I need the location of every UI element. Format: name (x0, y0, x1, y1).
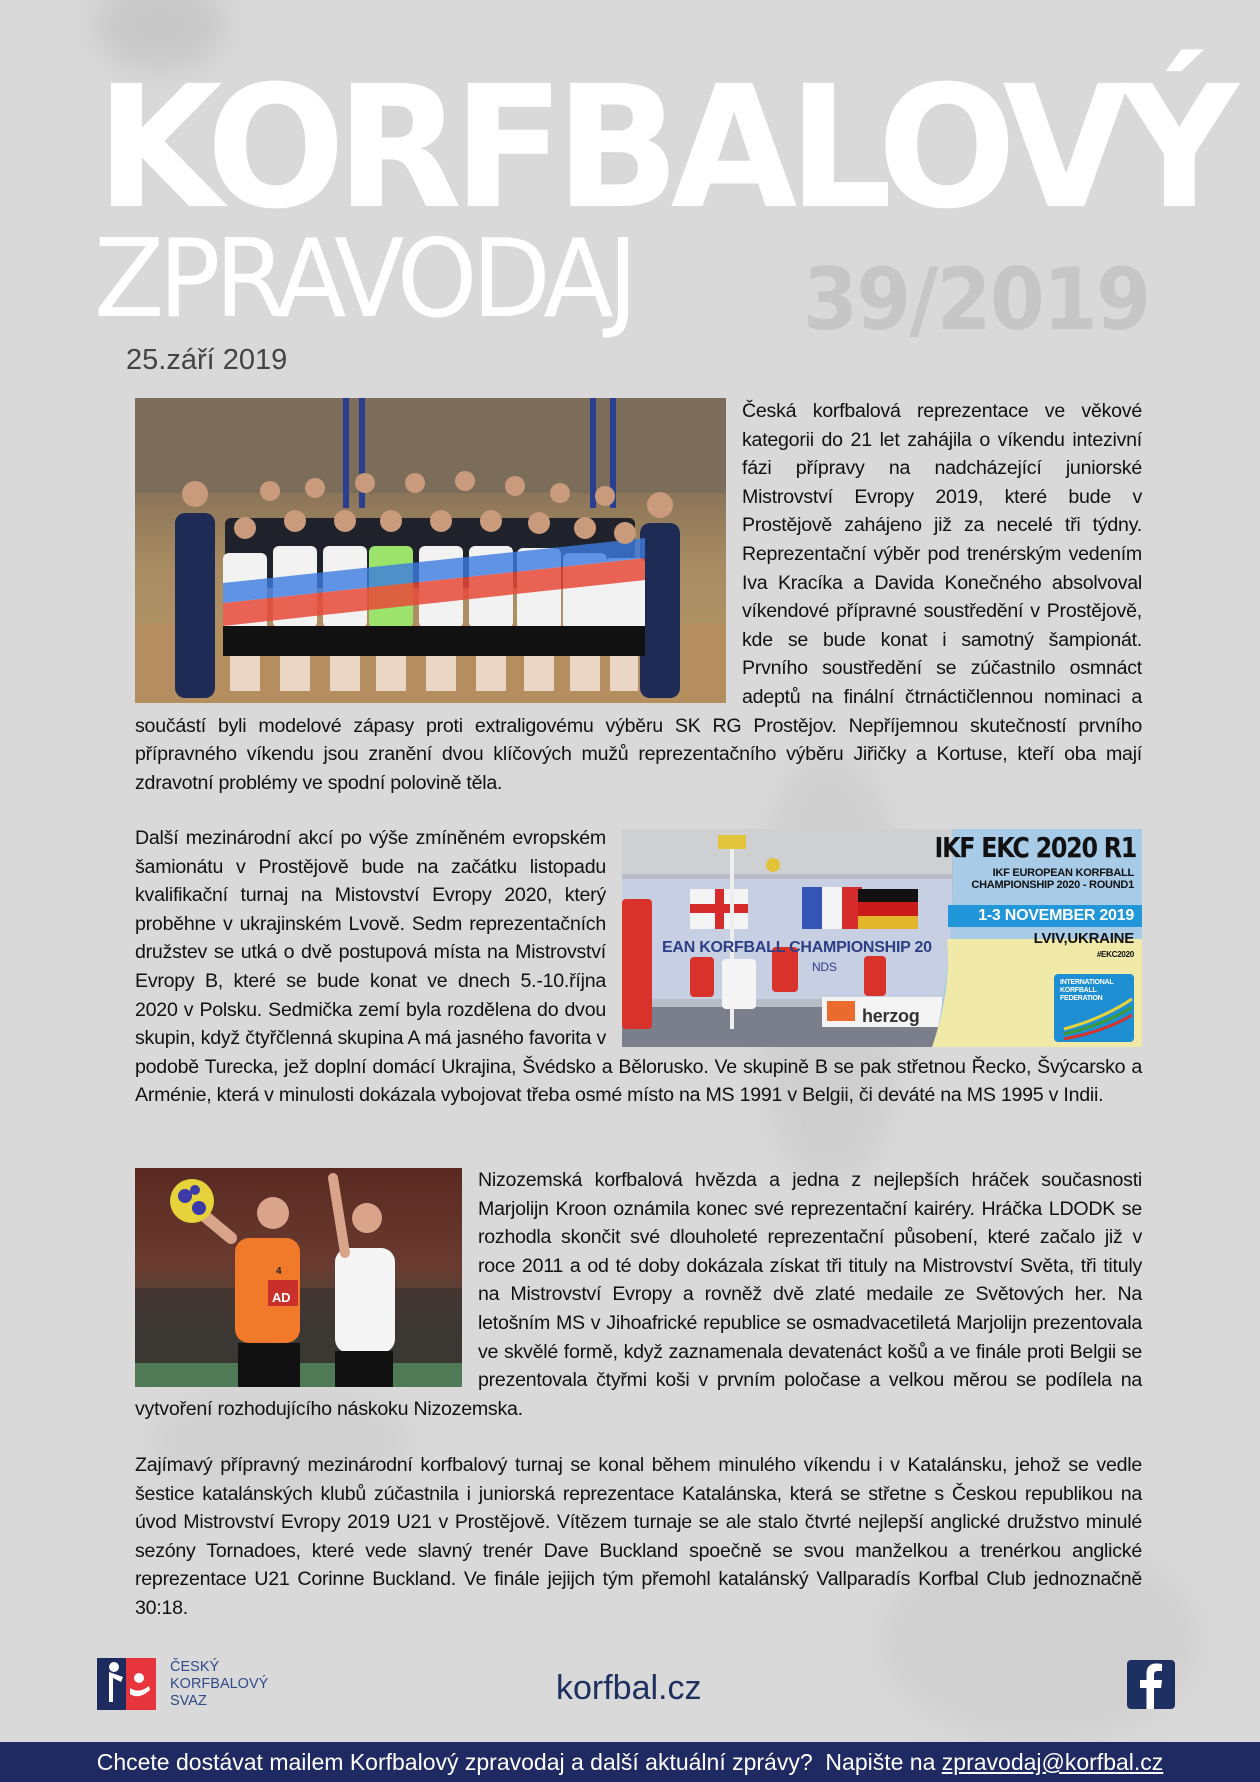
jersey-sponsor: AD (272, 1290, 291, 1305)
federation-line-1: INTERNATIONAL (1060, 979, 1114, 986)
ekc-banner-image (622, 829, 1142, 1047)
hall-banner-sub: NDS (812, 960, 837, 974)
subscribe-bar (0, 1742, 1260, 1782)
banner-hashtag: #EKC2020 (1096, 950, 1134, 959)
logo-line-2: KORFBALOVÝ (170, 1675, 269, 1692)
article-2 (135, 824, 1142, 1110)
issue-number: 39/2019 (803, 250, 1150, 350)
player-photo-graphic (135, 1168, 462, 1387)
csks-logo-text (170, 1659, 268, 1710)
article-1-text: Česká korfbalová reprezentace ve věkové kategorii do 21 let zahájila o víkendu intezivní fázi přípravy na nadcházející juniorské Mistrovství Evropy 2019, které bude v Prostějově zahájeno již za necelé tři týdny. Reprezentační výběr pod trenérským vedením Iva Kracíka a Davida Konečného absolvoval víkendové přípravné soustředění v Prostějově, kde se bude konat i samotný šampionát. Prvního soustředění se zúčastnilo osmnáct adeptů na finální čtrnáctičlennou nominaci a součástí byli modelové zápasy proti extraligovému výběru SK RG Prostějov. Nepříjemnou skutečností prvního přípravného víkendu jsou zranění dvou klíčových mužů reprezentačního výběru Jiřičky a Kortuse, kteří oba mají zdravotní problémy ve spodní polovině těla. (135, 400, 1142, 794)
article-1 (135, 397, 1142, 797)
logo-line-1: ČESKÝ (170, 1658, 220, 1675)
federation-line-2: KORFBALL (1060, 987, 1097, 994)
banner-dates: 1-3 NOVEMBER 2019 (978, 907, 1134, 924)
article-4-text: Zajímavý přípravný mezinárodní korfbalový turnaj se konal během minulého víkendu i v Katalánsku, jehož se vedle šestice katalánských klubů zúčastnila i juniorská reprezentace Katalánska, která se střetne s Českou republikou na úvod Mistrovství Evropy 2019 U21 v Prostějově. Vítězem turnaje se ale stalo čtvrté nejlepší anglické družstvo minulé sezóny Tornadoes, které vede slavný trenér Dave Buckland spoečně se svou manželkou a trenérkou anglické reprezentace U21 Corinne Buckland. Ve finále jejijch tým přemohl katalánský Vallparadís Korfbal Club jednoznačně 30:18. (135, 1454, 1142, 1619)
facebook-icon[interactable] (1127, 1660, 1175, 1709)
website-link[interactable]: korfbal.cz (556, 1669, 702, 1707)
banner-location: LVIV,UKRAINE (1033, 930, 1134, 947)
issue-date: 25.září 2019 (126, 344, 288, 376)
newsletter-subtitle: ZPRAVODAJ (94, 217, 633, 342)
article-4 (135, 1451, 1142, 1623)
team-photo-graphic (135, 398, 726, 703)
article-3 (135, 1166, 1142, 1423)
federation-line-3: FEDERATION (1060, 995, 1103, 1002)
hall-banner-text: EAN KORFBALL CHAMPIONSHIP 20 (662, 939, 932, 956)
banner-subtitle-1: IKF EUROPEAN KORFBALL (992, 867, 1134, 879)
team-photo (135, 398, 726, 703)
email-link[interactable]: zpravodaj@korfbal.cz (941, 1749, 1164, 1775)
banner-subtitle-2: CHAMPIONSHIP 2020 - ROUND1 (971, 879, 1134, 891)
csks-logo[interactable] (97, 1658, 268, 1710)
federation-logo (1060, 979, 1113, 1003)
newsletter-title: KORFBALOVÝ (96, 49, 1230, 247)
player-photo (135, 1168, 462, 1387)
csks-logo-mark-icon (97, 1658, 156, 1710)
article-3-text: Nizozemská korfbalová hvězda a jedna z nejlepších hráček současnosti Marjolijn Kroon oznámila konec své reprezentační kairéry. Hráčka LDODK se rozhodla skončit své dlouholeté reprezentační působení, které začalo již v roce 2011 a od té doby dokázala získat tři tituly na Mistrovství Světa, tři tituly na Mistrovství Evropy a rovněž dvě zlaté medaile ze Světových her. Na letošním MS v Jihoafrické republice se osmadvacetiletá Marjolijn prezentovala ve skvělé formě, když zaznamenala devatenáct košů a ve finále proti Belgii se prezentovala čtyřmi koši v prvním poločase a velkou měrou se podílela na vytvoření rozhodujícího náskoku Nizozemska. (135, 1169, 1142, 1420)
logo-line-3: SVAZ (170, 1692, 207, 1709)
sponsor-text: herzog (862, 1006, 920, 1026)
jersey-number: 4 (276, 1266, 282, 1277)
article-2-text: Další mezinárodní akcí po výše zmíněném evropském šamionátu v Prostějově bude na začátku listopadu kvalifikační turnaj na Mistovství Evropy 2020, který proběhne v ukrajinském Lvově. Sedm reprezentačních družstev se utká o dvě postupová místa na Mistrovství Evropy B, které se bude konat ve dnech 5.-10.října 2020 v Polsku. Sedmička zemí byla rozdělena do dvou skupin, když čtyřčlenná skupina A má jasného favorita v podobě Turecka, jež doplní domácí Ukrajina, Švédsko a Bělorusko. Ve skupině B se pak střetnou Řecko, Švýcarsko a Arménie, která v minulosti dokázala vybojovat třeba osmé místo na MS 1991 v Belgii, či deváté na MS 1995 v Indii. (135, 827, 1142, 1107)
subscribe-text: Chcete dostávat mailem Korfbalový zpravodaj a další aktuální zprávy? Napište na (96, 1749, 942, 1775)
banner-title: IKF EKC 2020 R1 (934, 831, 1136, 864)
